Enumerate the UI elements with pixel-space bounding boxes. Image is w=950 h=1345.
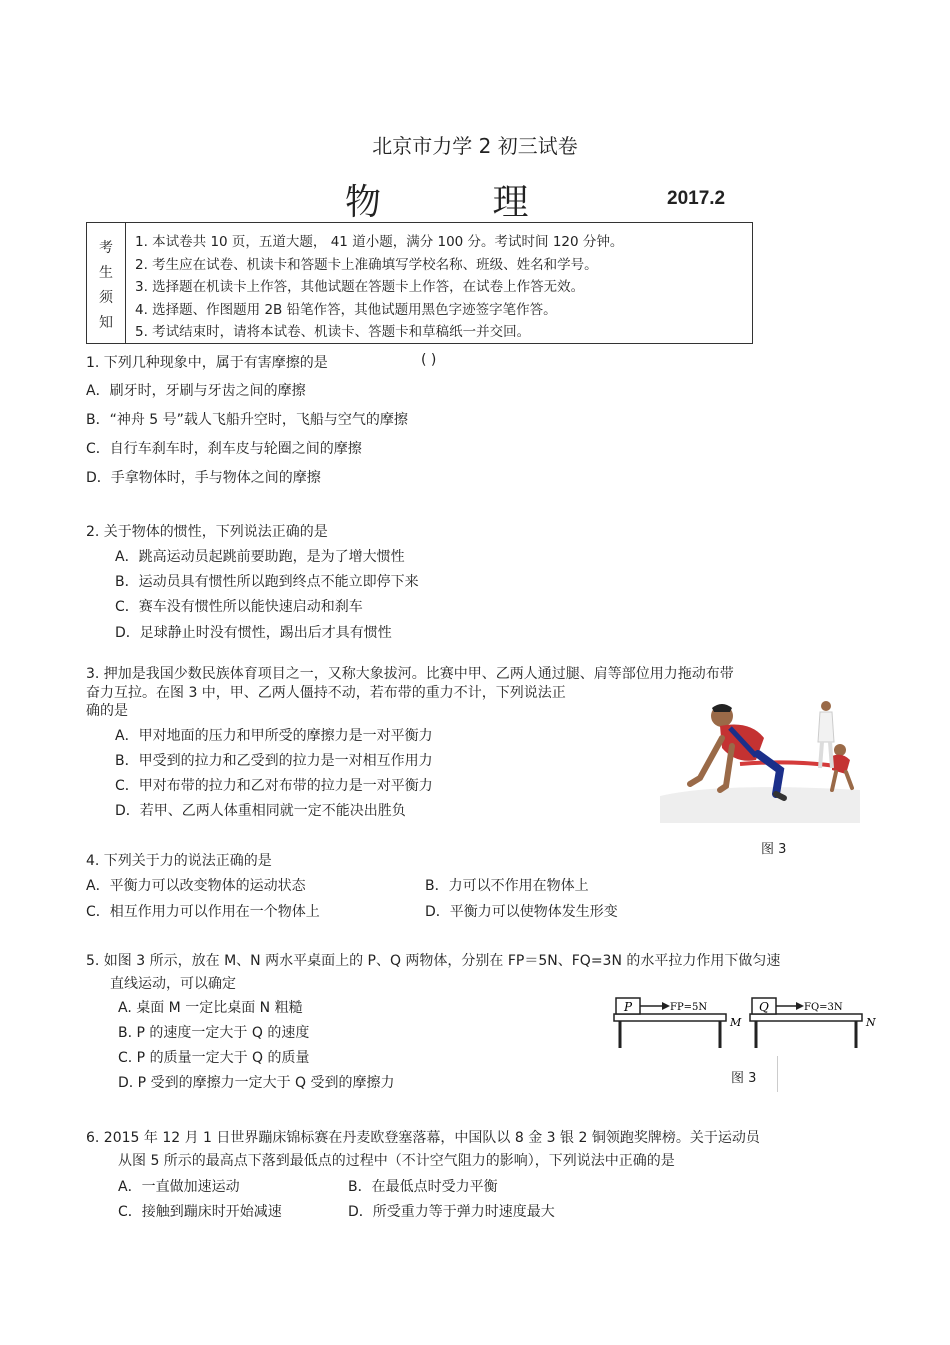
q5-stem-line: 直线运动，可以确定 xyxy=(110,976,236,992)
q3-stem-line: 奋力互拉。在图 3 中，甲、乙两人僵持不动，若布带的重力不计，下列说法正 xyxy=(86,685,566,701)
table-n-label: N xyxy=(866,1016,876,1029)
notice-label xyxy=(87,223,126,343)
exam-notice-box xyxy=(86,222,753,344)
figure-3-caption: 图 3 xyxy=(761,842,787,857)
notice-lines xyxy=(135,231,623,344)
force-q-label: FQ=3N xyxy=(804,1002,843,1013)
q5-option-d: D. P 受到的摩擦力一定大于 Q 受到的摩擦力 xyxy=(118,1075,395,1091)
exam-title: 北京市力学 2 初三试卷 xyxy=(372,134,578,158)
figure-divider xyxy=(777,1056,778,1092)
q6-stem-line: 从图 5 所示的最高点下落到最低点的过程中（不计空气阻力的影响），下列说法中正确的是 xyxy=(118,1153,675,1169)
q2-option-b: B．运动员具有惯性所以跑到终点不能立即停下来 xyxy=(115,574,419,590)
block-q-label: Q xyxy=(759,1000,769,1014)
q4-stem: 4. 下列关于力的说法正确的是 xyxy=(86,853,272,869)
q2-stem: 2. 关于物体的惯性，下列说法正确的是 xyxy=(86,524,328,540)
q2-option-a: A．跳高运动员起跳前要助跑，是为了增大惯性 xyxy=(115,549,405,565)
q2-option-d: D．足球静止时没有惯性，踢出后才具有惯性 xyxy=(115,625,392,641)
notice-line: 4. 选择题、作图题用 2B 铅笔作答，其他试题用黑色字迹签字笔作答。 xyxy=(135,301,557,318)
q6-option-b: B．在最低点时受力平衡 xyxy=(348,1179,498,1195)
q4-option-b: B．力可以不作用在物体上 xyxy=(425,878,589,894)
q1-option-d: D．手拿物体时，手与物体之间的摩擦 xyxy=(86,470,321,486)
q1-option-c: C．自行车刹车时，刹车皮与轮圈之间的摩擦 xyxy=(86,441,362,457)
notice-line: 5. 考试结束时，请将本试卷、机读卡、答题卡和草稿纸一并交回。 xyxy=(135,324,531,340)
subject-title: 物 理 xyxy=(345,182,579,223)
notice-label-char: 生 xyxy=(99,265,113,281)
tables-force-diagram xyxy=(610,992,880,1054)
q6-option-c: C．接触到蹦床时开始减速 xyxy=(118,1204,282,1220)
q3-option-d: D．若甲、乙两人体重相同就一定不能决出胜负 xyxy=(115,803,406,819)
q3-option-c: C．甲对布带的拉力和乙对布带的拉力是一对平衡力 xyxy=(115,778,433,794)
notice-line: 1. 本试卷共 10 页，五道大题， 41 道小题，满分 100 分。考试时间 120 分钟。 xyxy=(135,234,624,250)
q1-option-b: B．“神舟 5 号”载人飞船升空时，飞船与空气的摩擦 xyxy=(86,412,408,428)
q3-stem-line: 确的是 xyxy=(86,703,128,719)
q5-stem-line: 5. 如图 3 所示，放在 M、N 两水平桌面上的 P、Q 两物体，分别在 FP＝5N、FQ=3N 的水平拉力作用下做匀速 xyxy=(86,953,781,969)
q2-option-c: C．赛车没有惯性所以能快速启动和刹车 xyxy=(115,599,363,615)
q6-stem-line: 6. 2015 年 12 月 1 日世界蹦床锦标赛在丹麦欧登塞落幕，中国队以 8 金 3 银 2 铜领跑奖牌榜。关于运动员 xyxy=(86,1130,760,1146)
block-p-label: P xyxy=(624,1000,633,1014)
q1-option-a: A．刷牙时，牙刷与牙齿之间的摩擦 xyxy=(86,383,306,399)
figure-3b-caption: 图 3 xyxy=(731,1071,757,1086)
notice-line: 2. 考生应在试卷、机读卡和答题卡上准确填写学校名称、班级、姓名和学号。 xyxy=(135,256,598,273)
q6-option-d: D．所受重力等于弹力时速度最大 xyxy=(348,1204,555,1220)
q5-option-a: A. 桌面 M 一定比桌面 N 粗糙 xyxy=(118,1000,303,1016)
notice-line: 3. 选择题在机读卡上作答，其他试题在答题卡上作答，在试卷上作答无效。 xyxy=(135,279,585,295)
q4-option-a: A．平衡力可以改变物体的运动状态 xyxy=(86,878,306,894)
notice-label-char: 须 xyxy=(99,290,113,306)
force-p-label: FP=5N xyxy=(670,1002,708,1013)
q1-answer-bracket: ( ) xyxy=(421,352,437,368)
exam-date: 2017.2 xyxy=(667,188,726,209)
notice-label-char: 考 xyxy=(99,240,113,256)
q6-option-a: A．一直做加速运动 xyxy=(118,1179,240,1195)
tug-of-war-photo xyxy=(660,698,860,823)
q3-option-b: B．甲受到的拉力和乙受到的拉力是一对相互作用力 xyxy=(115,753,433,769)
q4-option-d: D．平衡力可以使物体发生形变 xyxy=(425,904,618,920)
table-m-label: M xyxy=(730,1016,742,1029)
q3-stem-line: 3. 押加是我国少数民族体育项目之一，又称大象拔河。比赛中甲、乙两人通过腿、肩等部位用力拖动布带 xyxy=(86,666,734,682)
q5-option-b: B. P 的速度一定大于 Q 的速度 xyxy=(118,1025,310,1041)
notice-label-char: 知 xyxy=(99,315,113,331)
q3-option-a: A．甲对地面的压力和甲所受的摩擦力是一对平衡力 xyxy=(115,728,433,744)
q1-stem: 1. 下列几种现象中，属于有害摩擦的是 xyxy=(86,355,328,371)
q5-option-c: C. P 的质量一定大于 Q 的质量 xyxy=(118,1050,310,1066)
q4-option-c: C．相互作用力可以作用在一个物体上 xyxy=(86,904,320,920)
